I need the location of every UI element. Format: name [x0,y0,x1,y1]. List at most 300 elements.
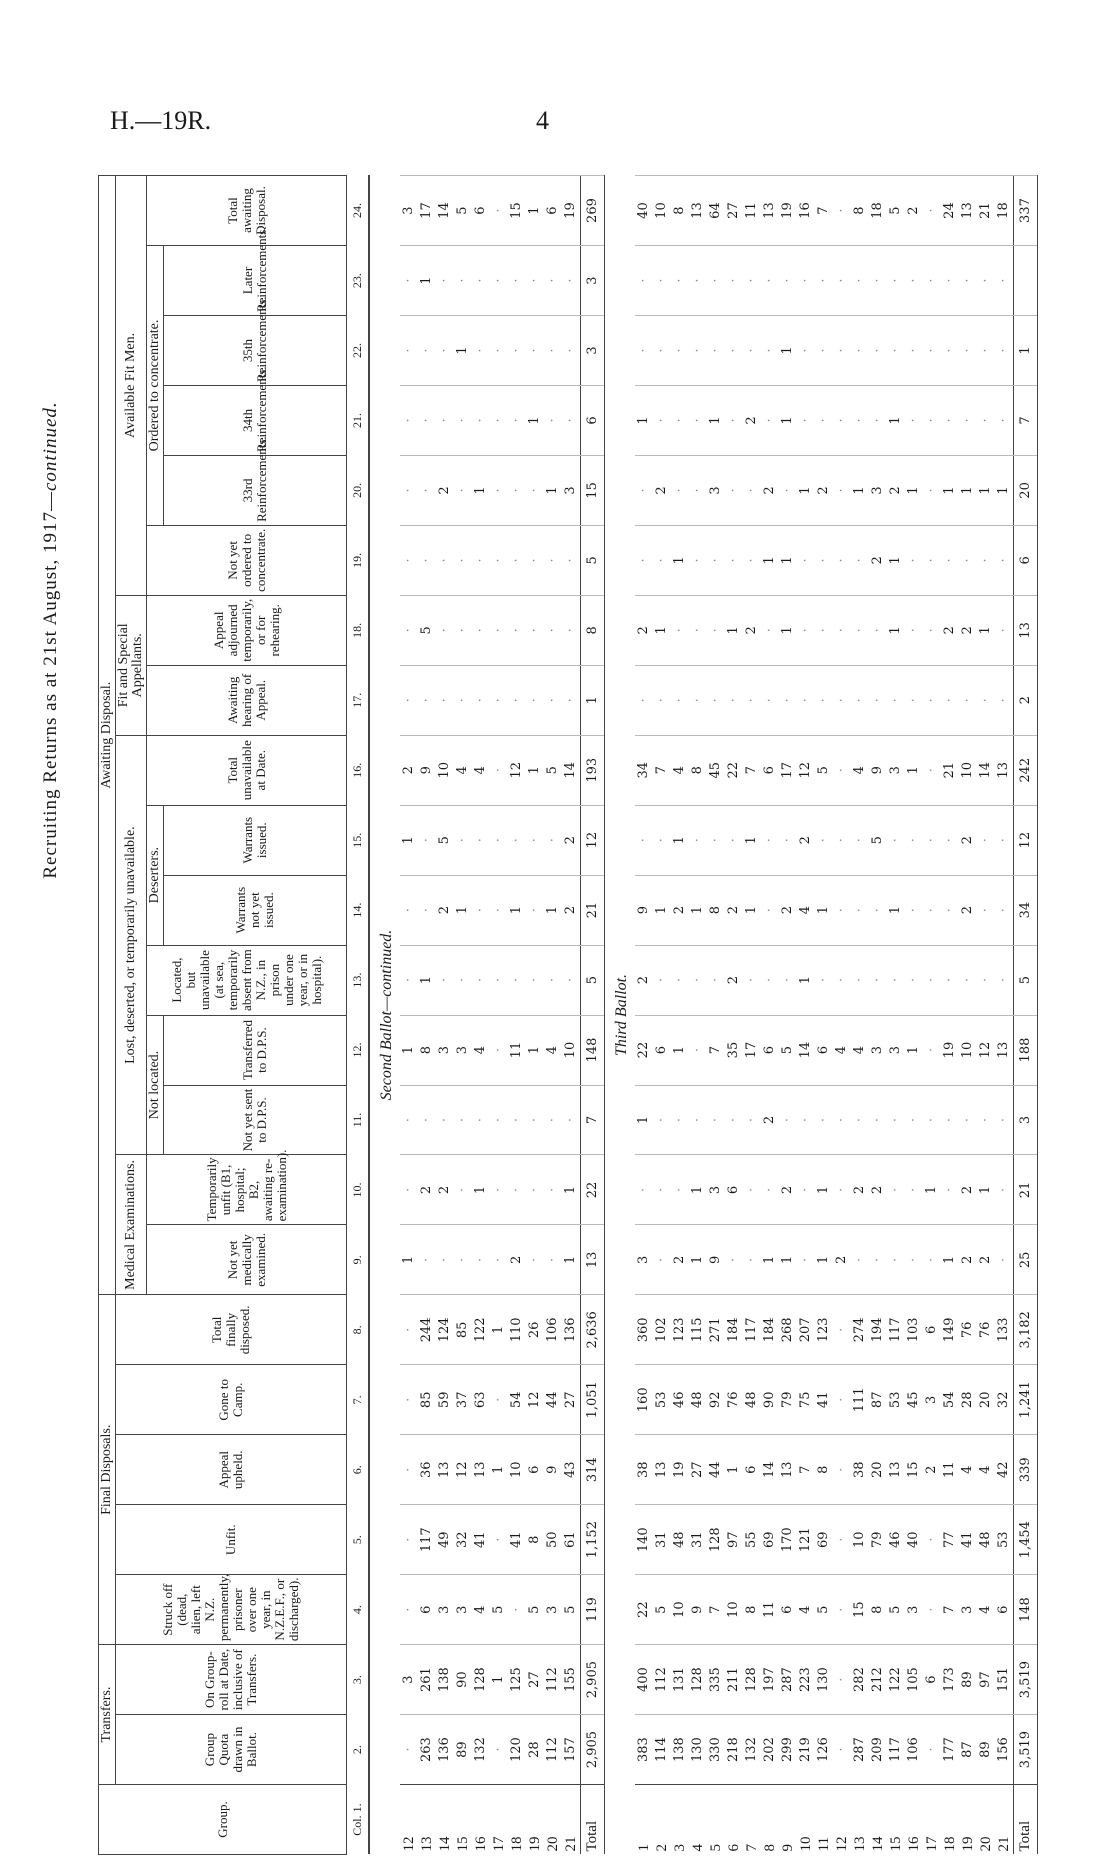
table-cell: 8 [526,1505,544,1575]
table-cell: 85 [418,1365,436,1435]
column-number: 11. [347,1085,370,1155]
table-cell: 111 [851,1365,869,1435]
group-number: 15 [454,1785,472,1855]
group-number: 14 [869,1785,887,1855]
table-cell: 122 [472,1295,490,1365]
table-cell: 6 [418,1575,436,1645]
table-cell: 13 [779,1435,797,1505]
table-cell: · [905,246,923,316]
total-cell: 5 [581,945,605,1015]
table-cell: 10 [436,735,454,805]
table-cell: 13 [995,735,1014,805]
table-cell: · [562,316,581,386]
table-cell: 5 [418,595,436,665]
table-cell: 9 [418,735,436,805]
table-cell: 128 [707,1505,725,1575]
table-cell: · [508,945,526,1015]
table-cell: 125 [508,1645,526,1715]
table-cell: · [833,1435,851,1505]
table-cell: 160 [635,1365,653,1435]
table-cell: · [923,1225,941,1295]
table-cell: 13 [761,176,779,246]
table-cell: · [400,945,418,1015]
table-cell: · [562,665,581,735]
table-cell: · [923,316,941,386]
table-cell: · [743,945,761,1015]
table-cell: 45 [707,735,725,805]
table-cell: 1 [797,945,815,1015]
table-cell: · [707,316,725,386]
table-cell: · [995,945,1014,1015]
table-cell: · [941,665,959,735]
table-cell: 89 [959,1645,977,1715]
table-cell: 1 [490,1295,508,1365]
column-number: 19. [347,525,370,595]
table-row [725,176,743,1855]
table-cell: 335 [707,1645,725,1715]
table-cell: · [959,246,977,316]
table-cell: 132 [472,1715,490,1785]
table-cell: 1 [761,1225,779,1295]
table-cell: 2 [635,595,653,665]
table-cell: 6 [761,735,779,805]
table-cell: · [851,875,869,945]
table-cell: · [653,945,671,1015]
table-cell: 2 [562,805,581,875]
table-cell: · [941,945,959,1015]
table-cell: · [707,246,725,316]
table-cell: · [562,595,581,665]
table-cell: · [977,525,995,595]
table-cell: 1 [815,1225,833,1295]
table-cell: 5 [815,1575,833,1645]
table-row [905,176,923,1855]
table-cell: 1 [400,1015,418,1085]
table-cell: 4 [851,735,869,805]
table-cell: · [490,1715,508,1785]
column-number: 10. [347,1155,370,1225]
page-title [40,140,62,1140]
table-cell: · [400,1435,418,1505]
table-cell: 1 [977,1155,995,1225]
table-cell: 2 [959,1155,977,1225]
table-cell: 1 [797,455,815,525]
table-cell: 54 [941,1365,959,1435]
table-cell: · [508,665,526,735]
col-header-total-unavailable: Total unavailable at Date. [147,735,347,805]
table-cell: · [797,525,815,595]
table-cell: · [454,455,472,525]
table-cell: · [418,665,436,735]
total-row [1014,176,1038,1855]
table-row [707,176,725,1855]
table-cell: 2 [869,525,887,595]
table-cell: 218 [725,1715,743,1785]
table-cell: 2 [959,875,977,945]
table-cell: · [833,1295,851,1365]
table-cell: · [995,316,1014,386]
table-cell: · [815,316,833,386]
table-cell: 1 [472,1155,490,1225]
table-cell: · [472,805,490,875]
table-cell: · [887,246,905,316]
table-cell: 2 [905,176,923,246]
table-cell: · [562,1085,581,1155]
total-cell: 6 [1014,525,1038,595]
total-cell: 2,905 [581,1715,605,1785]
table-cell: 2 [869,1155,887,1225]
table-cell: · [490,176,508,246]
table-cell: 13 [653,1435,671,1505]
group-number: 8 [761,1785,779,1855]
table-cell: 10 [959,1015,977,1085]
group-header-medical: Medical Examinations. [116,1155,147,1295]
table-cell: · [833,875,851,945]
column-number: 23. [347,246,370,316]
table-cell: · [689,1085,707,1155]
column-number: 12. [347,1015,370,1085]
table-cell: · [743,1225,761,1295]
group-number: 20 [544,1785,562,1855]
col-header-35th: 35th Reinforcements. [164,316,347,386]
table-cell: 36 [418,1435,436,1505]
group-number: 12 [400,1785,418,1855]
table-cell: 126 [815,1715,833,1785]
table-cell: · [887,1085,905,1155]
table-cell: 207 [797,1295,815,1365]
table-cell: 123 [815,1295,833,1365]
table-cell: · [689,246,707,316]
table-cell: 76 [977,1295,995,1365]
group-number: 20 [977,1785,995,1855]
table-cell: 44 [707,1435,725,1505]
table-cell: · [815,945,833,1015]
table-cell: 105 [905,1645,923,1715]
table-cell: · [544,1085,562,1155]
group-number: 2 [653,1785,671,1855]
total-cell: 188 [1014,1015,1038,1085]
table-cell: · [671,455,689,525]
table-cell: 3 [905,1575,923,1645]
table-cell: · [490,1155,508,1225]
table-cell: 282 [851,1645,869,1715]
table-cell: 2 [436,455,454,525]
table-cell: 34 [635,735,653,805]
table-cell: 31 [689,1505,707,1575]
table-cell: 1 [995,455,1014,525]
table-cell: 4 [454,735,472,805]
table-cell: 1 [815,875,833,945]
table-cell: · [905,945,923,1015]
table-cell: 1 [653,595,671,665]
table-cell: · [508,1085,526,1155]
total-cell: 12 [581,805,605,875]
table-cell: 12 [797,735,815,805]
table-cell: 22 [635,1015,653,1085]
table-cell: · [905,1225,923,1295]
table-cell: · [923,455,941,525]
table-cell: 263 [418,1715,436,1785]
recruiting-returns-table [98,175,1038,1855]
table-cell: · [490,735,508,805]
table-cell: 128 [743,1645,761,1715]
table-row [418,176,436,1855]
table-cell: 1 [689,1155,707,1225]
table-cell: 8 [671,176,689,246]
table-cell: 112 [544,1645,562,1715]
total-cell: 148 [1014,1575,1038,1645]
table-cell: 40 [635,176,653,246]
table-cell: · [635,665,653,735]
table-cell: · [761,665,779,735]
table-cell: · [418,1085,436,1155]
table-row [887,176,905,1855]
table-row [869,176,887,1855]
column-number: 2. [347,1715,370,1785]
table-cell: 106 [544,1295,562,1365]
table-cell: 5 [887,1575,905,1645]
group-number: 19 [526,1785,544,1855]
table-cell: 5 [454,176,472,246]
table-cell: · [544,525,562,595]
col-header-later: Later Reinforcements. [164,246,347,316]
table-cell: · [995,246,1014,316]
table-cell: · [851,665,869,735]
table-cell: · [544,385,562,455]
section-label-row [369,176,400,1855]
table-row [436,176,454,1855]
table-cell: · [689,945,707,1015]
table-cell: · [400,595,418,665]
table-cell: 64 [707,176,725,246]
table-cell: 177 [941,1715,959,1785]
table-cell: · [725,665,743,735]
table-cell: 1 [725,1435,743,1505]
table-cell: 46 [671,1365,689,1435]
table-cell: 6 [923,1295,941,1365]
total-cell: 13 [581,1225,605,1295]
table-cell: · [436,595,454,665]
table-cell: · [472,595,490,665]
page-number: 4 [536,106,549,135]
table-cell: · [490,665,508,735]
table-cell: 2 [508,1225,526,1295]
table-cell: 5 [815,735,833,805]
col-header-temp-unfit: Temporarily unfit (B1, hospital; B2, awaiting re-examination). [147,1155,347,1225]
table-cell: 35 [725,1015,743,1085]
table-cell: 114 [653,1715,671,1785]
table-cell: 1 [526,176,544,246]
table-cell: 1 [815,1155,833,1225]
table-cell: 1 [562,1155,581,1225]
table-cell: 1 [941,1225,959,1295]
table-cell: · [544,805,562,875]
table-cell: 244 [418,1295,436,1365]
table-cell: 1 [923,1155,941,1225]
table-cell: · [454,665,472,735]
table-cell: 11 [508,1015,526,1085]
table-row [995,176,1014,1855]
table-cell: 14 [797,1015,815,1085]
table-cell: · [725,525,743,595]
table-cell: 5 [779,1015,797,1085]
table-cell: 1 [743,805,761,875]
group-number: 11 [815,1785,833,1855]
table-cell: · [761,316,779,386]
table-row [959,176,977,1855]
table-cell: · [941,805,959,875]
table-cell: · [725,1085,743,1155]
table-cell: 1 [779,1225,797,1295]
table-cell: · [905,665,923,735]
table-cell: · [725,385,743,455]
table-cell: · [905,875,923,945]
table-cell: · [743,525,761,595]
table-cell: 138 [436,1645,454,1715]
table-cell: 151 [995,1645,1014,1715]
table-cell: 212 [869,1645,887,1715]
table-cell: · [508,316,526,386]
table-cell: 32 [995,1365,1014,1435]
table-cell: 87 [959,1715,977,1785]
col-header-struck-off: Struck off (dead, alien, left N.Z. permanently, prisoner over one year, in N.Z.E.F., or discharged). [116,1575,347,1645]
table-cell: · [635,1155,653,1225]
col-header-appeal-adjourned: Appeal adjourned temporarily, or for rehearing. [147,595,347,665]
table-cell: 3 [707,455,725,525]
table-cell: 63 [472,1365,490,1435]
table-cell: · [454,805,472,875]
table-cell: 59 [436,1365,454,1435]
table-cell: 2 [959,1225,977,1295]
total-cell: 3,519 [1014,1715,1038,1785]
table-cell: 133 [995,1295,1014,1365]
table-cell: 38 [851,1435,869,1505]
table-cell: 42 [995,1435,1014,1505]
table-cell: 14 [562,735,581,805]
table-cell: 1 [779,316,797,386]
group-number: 4 [689,1785,707,1855]
table-cell: · [887,1155,905,1225]
table-row [635,176,653,1855]
group-number: 3 [671,1785,689,1855]
table-cell: · [941,316,959,386]
table-cell: 2 [779,1155,797,1225]
table-cell: · [400,1715,418,1785]
table-cell: 3 [887,1015,905,1085]
group-number: 21 [562,1785,581,1855]
table-cell: · [436,525,454,595]
table-cell: · [653,385,671,455]
table-cell: · [544,316,562,386]
column-number: 18. [347,595,370,665]
rotated-table-container [98,175,1048,1855]
table-cell: 4 [797,875,815,945]
table-cell: 2 [959,595,977,665]
group-number: 16 [905,1785,923,1855]
table-cell: · [562,525,581,595]
table-cell: 1 [941,455,959,525]
column-number: 3. [347,1645,370,1715]
table-cell: · [797,1225,815,1295]
table-cell: · [869,945,887,1015]
table-cell: 16 [797,176,815,246]
table-cell: 10 [725,1575,743,1645]
table-cell: 6 [743,1435,761,1505]
group-number: 13 [418,1785,436,1855]
table-cell: · [653,316,671,386]
table-cell: 17 [743,1015,761,1085]
table-cell: 8 [851,176,869,246]
table-row [977,176,995,1855]
table-cell: 156 [995,1715,1014,1785]
table-cell: · [400,1365,418,1435]
column-number: 9. [347,1225,370,1295]
table-cell: 28 [526,1715,544,1785]
table-cell: 75 [797,1365,815,1435]
table-cell: 27 [562,1365,581,1435]
table-cell: · [743,1155,761,1225]
total-cell: 314 [581,1435,605,1505]
table-cell: · [671,246,689,316]
table-cell: 1 [761,525,779,595]
table-cell: 18 [869,176,887,246]
group-number: 6 [725,1785,743,1855]
table-cell: · [635,805,653,875]
col-header-gone-to-camp: Gone to Camp. [116,1365,347,1435]
column-number: 15. [347,805,370,875]
table-cell: · [995,805,1014,875]
table-row [941,176,959,1855]
table-cell: 1 [671,525,689,595]
table-cell: · [526,665,544,735]
table-cell: · [905,1155,923,1225]
table-cell: · [761,1155,779,1225]
table-cell: · [400,455,418,525]
table-cell: · [508,595,526,665]
table-cell: · [995,595,1014,665]
table-cell: · [635,455,653,525]
total-row [581,176,605,1855]
table-cell: · [472,875,490,945]
table-cell: 7 [797,1435,815,1505]
column-number: 20. [347,455,370,525]
table-cell: 184 [761,1295,779,1365]
table-cell: · [400,1295,418,1365]
table-cell: · [635,316,653,386]
table-cell: 5 [869,805,887,875]
table-cell: · [743,316,761,386]
table-cell: 219 [797,1715,815,1785]
table-cell: 5 [887,176,905,246]
group-number: 19 [959,1785,977,1855]
table-cell: · [833,176,851,246]
table-cell: · [526,945,544,1015]
table-cell: · [725,316,743,386]
table-cell: · [526,1085,544,1155]
table-cell: 13 [959,176,977,246]
table-cell: 6 [923,1645,941,1715]
table-cell: · [779,246,797,316]
table-cell: · [977,1085,995,1155]
table-cell: · [869,1085,887,1155]
table-cell: · [869,875,887,945]
table-cell: 7 [653,735,671,805]
table-cell: 136 [562,1295,581,1365]
table-cell: 48 [977,1505,995,1575]
table-cell: 8 [418,1015,436,1085]
table-cell: · [851,1225,869,1295]
table-cell: 11 [743,176,761,246]
